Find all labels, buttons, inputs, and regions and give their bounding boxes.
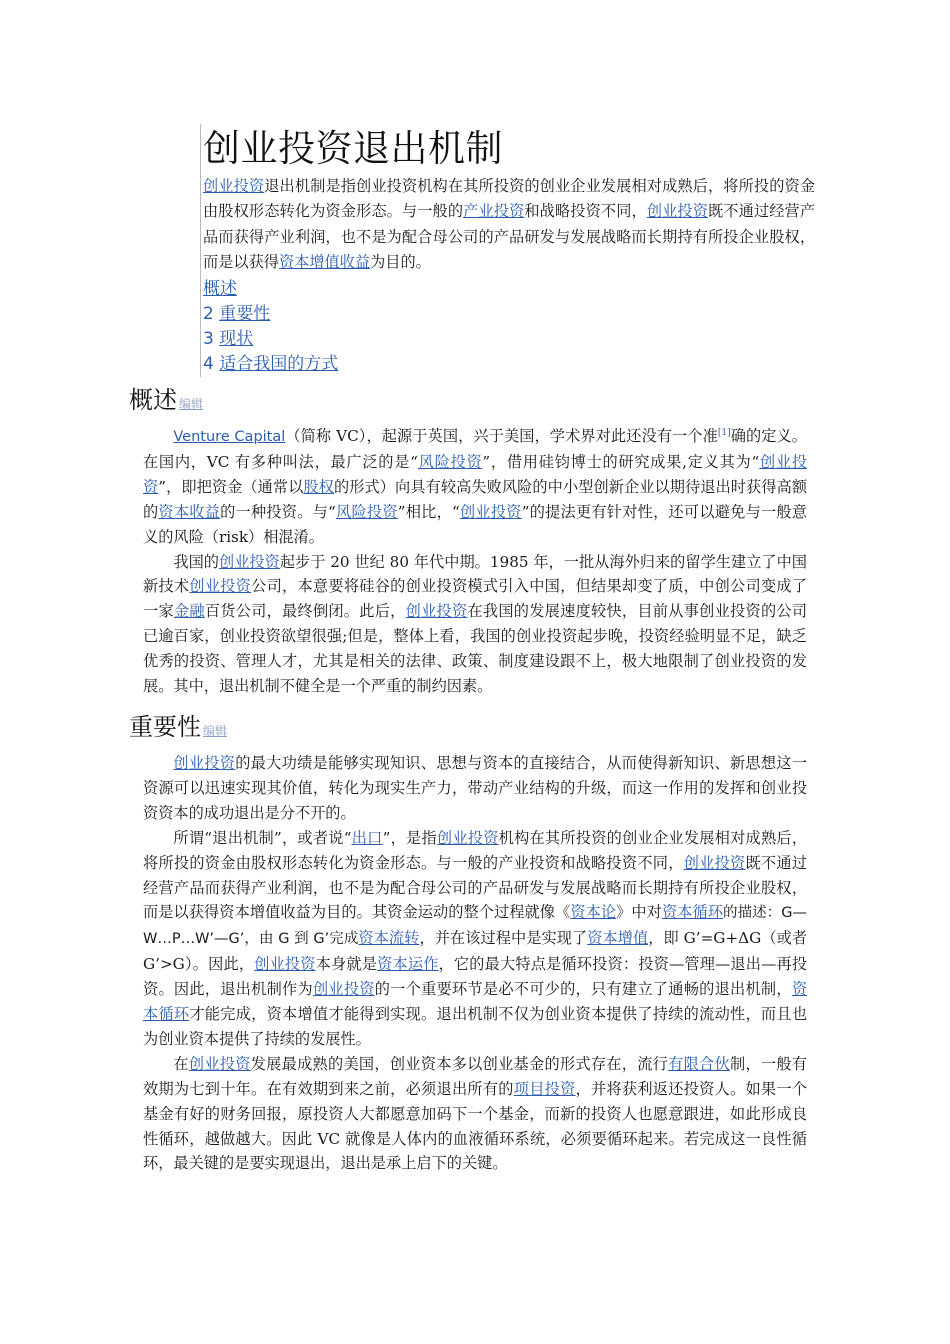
section-heading-overview: 概述 编辑 [129,386,204,414]
link-capital-flow[interactable]: 资本流转 [358,929,420,948]
toc-link-methods[interactable]: 适合我国的方式 [219,354,339,375]
toc-item [203,277,815,302]
link-venture-capital[interactable]: Venture Capital [173,429,286,445]
reference-marker[interactable]: [1] [717,427,731,438]
link-capital-gain[interactable]: 资本收益 [158,502,221,521]
link-capital-appreciation[interactable]: 资本增值收益 [278,252,371,271]
importance-paragraph-1: 创业投资的最大功绩是能够实现知识、思想与资本的直接结合，从而使得新知识、新思想这一资源可以迅速实现其价值，转化为现实生产力，带动产业结构的升级，而这一作用的发挥和创业投资资本的成功退出是分不开的。 [143,753,808,822]
link-exit[interactable]: 出口 [351,828,383,847]
link-limited-partnership[interactable]: 有限合伙 [668,1054,730,1073]
toc-link-overview[interactable]: 概述 [203,279,237,300]
toc-link-importance[interactable]: 重要性 [219,304,271,325]
link-venture-investment[interactable]: 创业投资 [203,177,265,195]
toc-item: 4 适合我国的方式 [203,354,339,375]
link-industry-investment[interactable]: 产业投资 [463,202,525,221]
lead-section [200,124,815,377]
link-capital-operation[interactable]: 资本运作 [377,955,439,974]
overview-paragraph-1: Venture Capital（简称 VC），起源于英国，兴于美国，学术界对此还没有一个准[1]确的定义。在国内，VC 有多种叫法，最广泛的是“风险投资”，借用硅钧博士的研究成果,定义其为“创业投资”，即把资金（通常以股权的形式）向具有较高失败风险的中小型创新企业以期待退出时获得高额的资本收益的一种投资。与“风险投资”相比，“创业投资”的提法更有针对性，还可以避免与一般意义的风险（risk）相混淆。 [143,427,808,546]
link-venture-investment[interactable]: 创业投资 [459,502,522,521]
link-venture-investment[interactable]: 创业投资 [189,577,252,596]
link-venture-investment[interactable]: 创业投资 [436,828,499,847]
importance-paragraph-2: 所谓“退出机制”，或者说“出口”，是指创业投资机构在其所投资的创业企业发展相对成熟后，将所投的资金由股权形态转化为资金形态。与一般的产业投资和战略投资不同，创业投资既不通过经营产品而获得产业利润，也不是为配合母公司的产品研发与发展战略而长期持有所投企业股权，而是以获得资本增值收益为目的。其资金运动的整个过程就像《资本论》中对资本循环的描述：G—W…P…W’—G’，由 G 到 G’完成资本流转，并在该过程中是实现了资本增值，即 G’=G+ΔG（或者 G’>G）。因此，创业投资本身就是资本运作，它的最大特点是循环投资：投资—管理—退出—再投资。因此，退出机制作为创业投资的一个重要环节是必不可少的，只有建立了通畅的退出机制，资本循环才能完成，资本增值才能得到实现。退出机制不仅为创业资本提供了持续的流动性，而且也为创业资本提供了持续的发展性。 [143,828,808,1048]
link-equity[interactable]: 股权 [303,477,334,496]
toc-item: 3 现状 [203,329,254,350]
link-risk-investment[interactable]: 风险投资 [335,502,398,521]
link-venture-investment[interactable]: 创业投资 [312,980,375,999]
intro-paragraph: 创业投资退出机制是指创业投资机构在其所投资的创业企业发展相对成熟后，将所投的资金由股权形态转化为资金形态。与一般的产业投资和战略投资不同，创业投资既不通过经营产品而获得产业利润，也不是为配合母公司的产品研发与发展战略而长期持有所投企业股权，而是以获得资本增值收益为目的。 [203,177,816,271]
link-venture-investment[interactable]: 创业投资 [143,452,808,496]
link-capital-circulation[interactable]: 资本循环 [661,903,723,922]
link-project-investment[interactable]: 项目投资 [513,1079,576,1098]
link-venture-investment[interactable]: 创业投资 [173,753,236,772]
link-das-kapital[interactable]: 资本论 [570,903,617,922]
importance-paragraph-3: 在创业投资发展最成熟的美国，创业资本多以创业基金的形式存在，流行有限合伙制，一般有效期为七到十年。在有效期到来之前，必须退出所有的项目投资，并将获利返还投资人。如果一个基金有好的财务回报，原投资人大都愿意加码下一个基金，而新的投资人也愿意跟进，如此形成良性循环，越做越大。因此 VC 就像是人体内的血液循环系统，必须要循环起来。若完成这一良性循环，最关键的是要实现退出，退出是承上启下的关键。 [143,1054,808,1173]
edit-link[interactable]: 编辑 [179,397,204,411]
link-capital-appreciation[interactable]: 资本增值 [587,929,649,948]
link-risk-investment[interactable]: 风险投资 [417,452,483,471]
link-venture-investment[interactable]: 创业投资 [188,1054,251,1073]
toc-item: 2 重要性 [203,304,271,325]
page-title: 创业投资退出机制 [203,127,503,170]
overview-paragraph-2: 我国的创业投资起步于 20 世纪 80 年代中期。1985 年，一批从海外归来的留学生建立了中国新技术创业投资公司，本意要将硅谷的创业投资模式引入中国，但结果却变了质，中创公司变成了一家金融百货公司，最终倒闭。此后，创业投资在我国的发展速度较快，目前从事创业投资的公司已逾百家，创业投资欲望很强;但是，整体上看，我国的创业投资起步晚，投资经验明显不足，缺乏优秀的投资、管理人才，尤其是相关的法律、政策、制度建设跟不上，极大地限制了创业投资的发展。其中，退出机制不健全是一个严重的制约因素。 [143,552,808,696]
link-capital-circulation[interactable]: 资本循环 [143,980,808,1024]
article-body [129,380,808,1176]
link-finance[interactable]: 金融 [173,602,205,621]
edit-link[interactable]: 编辑 [203,723,228,738]
link-venture-investment[interactable]: 创业投资 [219,552,280,571]
link-venture-investment[interactable]: 创业投资 [405,602,468,621]
link-venture-investment[interactable]: 创业投资 [646,202,709,221]
link-venture-investment[interactable]: 创业投资 [254,955,316,974]
link-venture-investment[interactable]: 创业投资 [683,853,746,872]
section-heading-importance: 重要性 编辑 [129,712,228,741]
toc-link-status[interactable]: 现状 [219,329,254,350]
table-of-contents [203,277,815,377]
